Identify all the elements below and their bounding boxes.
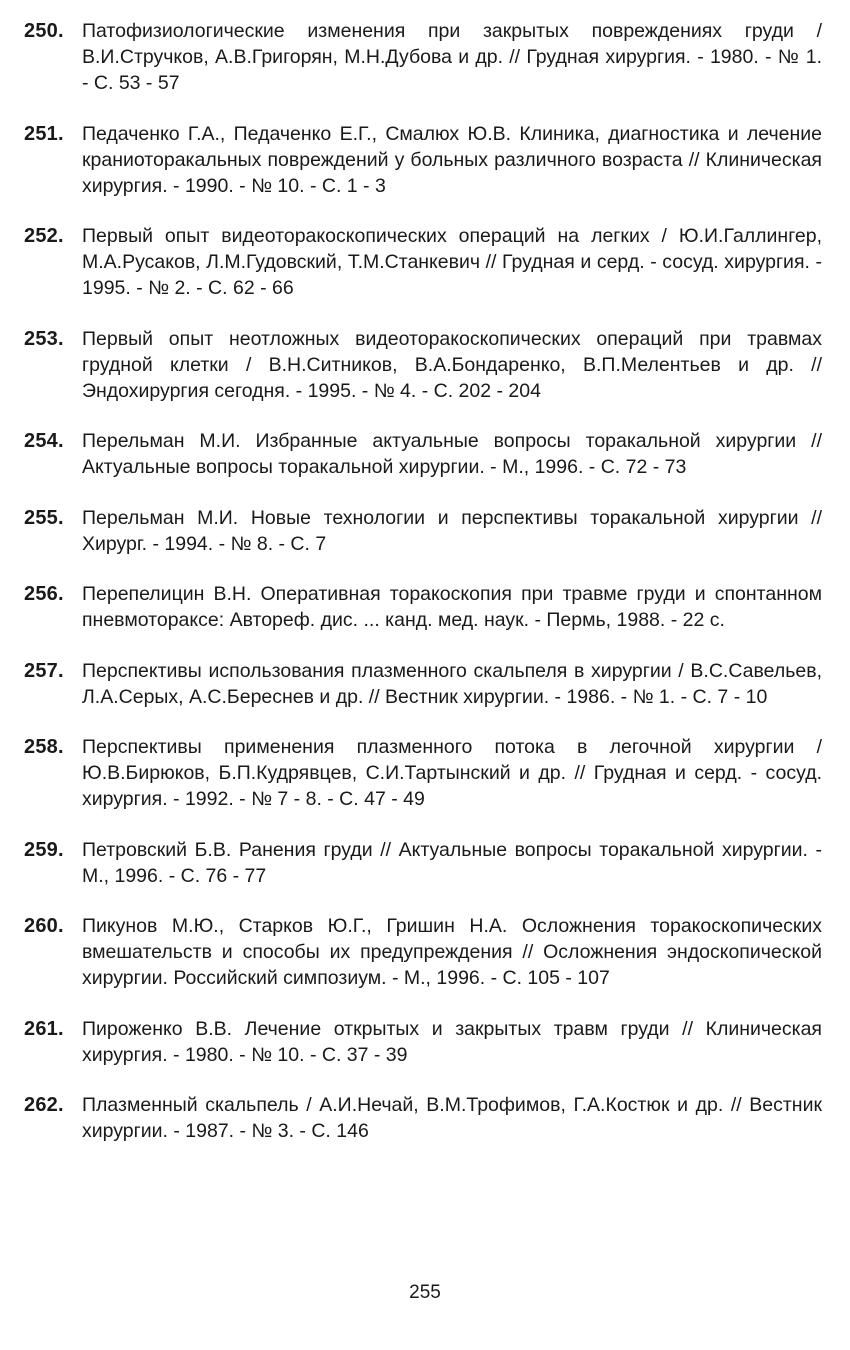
reference-text: Перельман М.И. Новые технологии и перспективы торакальной хирургии // Хирург. - 1994. - № 8. - С. 7 bbox=[82, 506, 822, 555]
reference-item bbox=[24, 326, 822, 404]
reference-number: 251. bbox=[24, 122, 64, 145]
reference-number: 254. bbox=[24, 430, 64, 452]
reference-item bbox=[24, 428, 822, 480]
reference-text: Пикунов М.Ю., Старков Ю.Г., Гришин Н.А. Осложнения торакоскопических вмешательств и способы их предупреждения // Осложнения эндоскопической хирургии. Российский симпозиум. - М., 1996. - С. 105 - 107 bbox=[82, 915, 822, 989]
reference-item bbox=[24, 18, 822, 96]
reference-number: 258. bbox=[24, 736, 64, 758]
reference-item bbox=[24, 734, 822, 812]
reference-number: 253. bbox=[24, 327, 64, 350]
reference-number: 260. bbox=[24, 915, 64, 937]
page-number: 255 bbox=[409, 1282, 441, 1303]
reference-text: Первый опыт неотложных видеоторакоскопических операций при травмах грудной клетки / В.Н.Ситников, В.А.Бондаренко, В.П.Мелентьев и др. // Эндохирургия сегодня. - 1995. - № 4. - С. 202 - 204 bbox=[82, 327, 822, 402]
reference-item bbox=[24, 837, 822, 889]
reference-text: Первый опыт видеоторакоскопических операций на легких / Ю.И.Галлингер, М.А.Русаков, Л.М.Гудовский, Т.М.Станкевич // Грудная и серд. - сосуд. хирургия. - 1995. - № 2. - С. 62 - 66 bbox=[82, 225, 822, 299]
reference-item bbox=[24, 223, 822, 301]
reference-number: 256. bbox=[24, 583, 64, 605]
reference-number: 259. bbox=[24, 838, 64, 861]
reference-text: Петровский Б.В. Ранения груди // Актуальные вопросы торакальной хирургии. - М., 1996. - С. 76 - 77 bbox=[82, 838, 822, 887]
reference-item bbox=[24, 1092, 822, 1144]
reference-number: 262. bbox=[24, 1094, 64, 1116]
reference-list bbox=[24, 18, 822, 1144]
reference-item bbox=[24, 913, 822, 991]
reference-text: Педаченко Г.А., Педаченко Е.Г., Смалюх Ю.В. Клиника, диагностика и лечение краниоторакальных повреждений у больных различного возраста // Клиническая хирургия. - 1990. - № 10. - С. 1 - 3 bbox=[82, 122, 822, 197]
reference-number: 252. bbox=[24, 225, 64, 247]
reference-text: Плазменный скальпель / А.И.Нечай, В.М.Трофимов, Г.А.Костюк и др. // Вестник хирургии. - 1987. - № 3. - С. 146 bbox=[82, 1094, 822, 1142]
reference-text: Перспективы использования плазменного скальпеля в хирургии / В.С.Савельев, Л.А.Серых, А.С.Береснев и др. // Вестник хирургии. - 1986. - № 1. - С. 7 - 10 bbox=[82, 659, 822, 708]
reference-item bbox=[24, 121, 822, 199]
reference-item bbox=[24, 505, 822, 557]
reference-number: 255. bbox=[24, 506, 64, 529]
reference-text: Пироженко В.В. Лечение открытых и закрытых травм груди // Клиническая хирургия. - 1980. - № 10. - С. 37 - 39 bbox=[82, 1017, 822, 1066]
reference-item bbox=[24, 658, 822, 710]
reference-item bbox=[24, 581, 822, 633]
reference-text: Перепелицин В.Н. Оперативная торакоскопия при травме груди и спонтанном пневмотораксе: Автореф. дис. ... канд. мед. наук. - Пермь, 1988. - 22 с. bbox=[82, 583, 822, 631]
reference-item bbox=[24, 1016, 822, 1068]
reference-number: 261. bbox=[24, 1017, 64, 1040]
reference-number: 250. bbox=[24, 20, 64, 42]
reference-text: Патофизиологические изменения при закрытых повреждениях груди / В.И.Стручков, А.В.Григорян, М.Н.Дубова и др. // Грудная хирургия. - 1980. - № 1. - С. 53 - 57 bbox=[82, 20, 822, 94]
reference-text: Перельман М.И. Избранные актуальные вопросы торакальной хирургии // Актуальные вопросы торакальной хирургии. - М., 1996. - С. 72 - 73 bbox=[82, 430, 822, 478]
reference-text: Перспективы применения плазменного потока в легочной хирургии / Ю.В.Бирюков, Б.П.Кудрявцев, С.И.Тартынский и др. // Грудная и серд. - сосуд. хирургия. - 1992. - № 7 - 8. - С. 47 - 49 bbox=[82, 736, 822, 810]
reference-number: 257. bbox=[24, 659, 64, 682]
